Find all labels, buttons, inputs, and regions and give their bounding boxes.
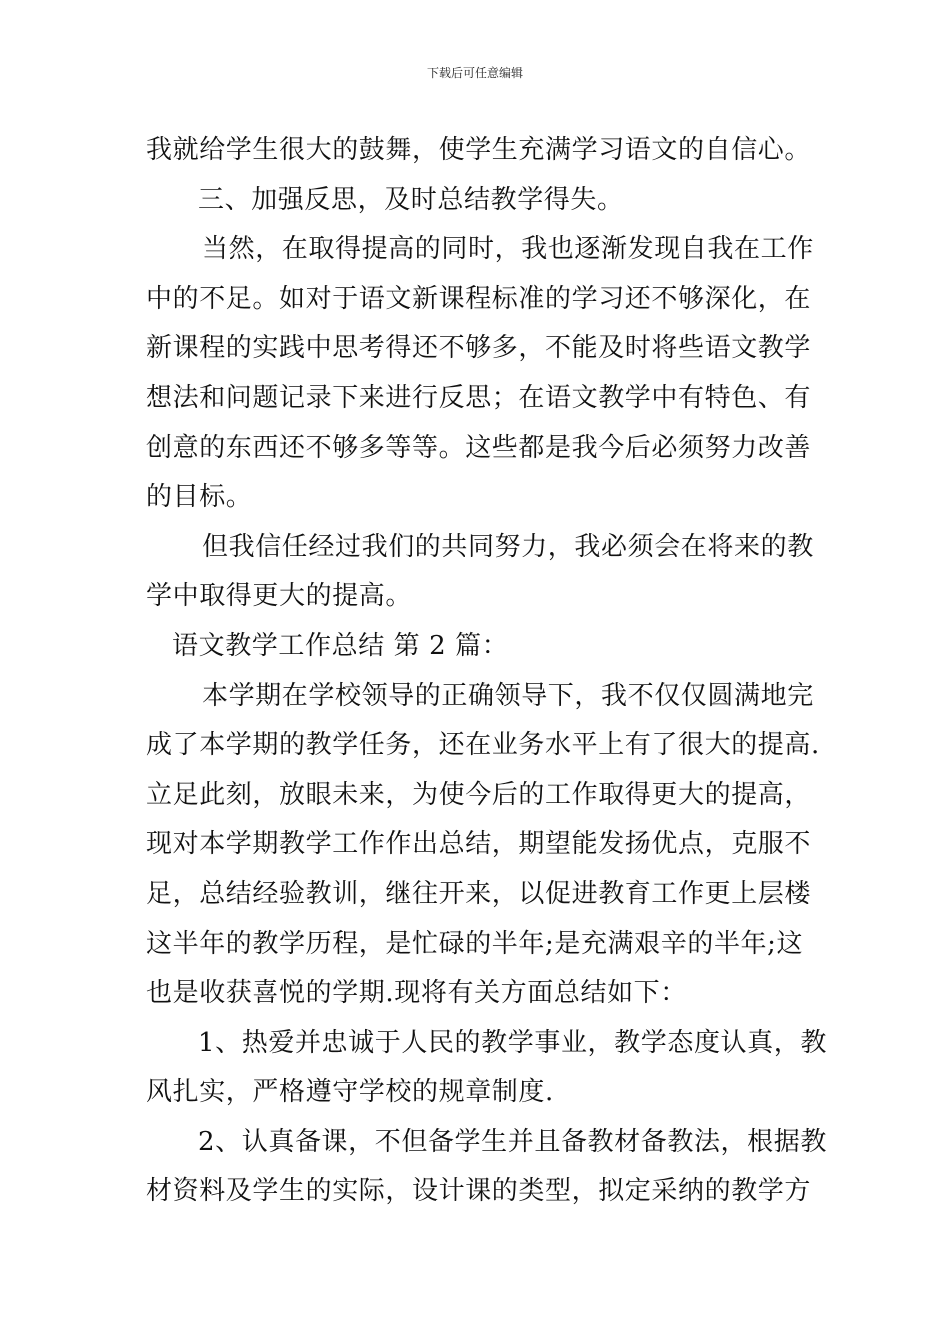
text-line: 成了本学期的教学任务，还在业务水平上有了很大的提高. [146,730,820,761]
text-line: 学中取得更大的提高。 [146,581,413,612]
text-line: 风扎实，严格遵守学校的规章制度. [146,1077,554,1108]
article-subtitle: 语文教学工作总结 第 2 篇： [172,630,509,661]
page-header: 下载后可任意编辑 [426,66,523,80]
text-line: 的目标。 [146,482,253,513]
text-line: 新课程的实践中思考得还不够多，不能及时将些语文教学 [146,333,812,364]
text-line: 想法和问题记录下来进行反思；在语文教学中有特色、有 [146,382,812,413]
text-line: 当然，在取得提高的同时，我也逐渐发现自我在工作 [202,234,814,265]
section-heading: 三、加强反思，及时总结教学得失。 [198,184,624,215]
text-line: 现对本学期教学工作作出总结，期望能发扬优点，克服不 [146,829,812,860]
list-item: 1、热爱并忠诚于人民的教学事业，教学态度认真，教 [198,1027,827,1058]
text-line: 这半年的教学历程，是忙碌的半年;是充满艰辛的半年;这 [146,928,804,959]
text-line: 但我信任经过我们的共同努力，我必须会在将来的教 [202,531,814,562]
text-line: 我就给学生很大的鼓舞，使学生充满学习语文的自信心。 [146,135,812,165]
text-line: 立足此刻，放眼未来，为使今后的工作取得更大的提高， [146,779,812,810]
text-line: 本学期在学校领导的正确领导下，我不仅仅圆满地完 [202,680,814,711]
text-line: 中的不足。如对于语文新课程标准的学习还不够深化，在 [146,283,812,314]
document-body [146,126,827,1217]
text-line: 创意的东西还不够多等等。这些都是我今后必须努力改善 [146,432,812,463]
text-line: 足，总结经验教训，继往开来，以促进教育工作更上层楼 [146,878,812,909]
text-line: 材资料及学生的实际，设计课的类型，拟定采纳的教学方 [146,1176,812,1207]
text-line: 也是收获喜悦的学期.现将有关方面总结如下： [146,978,687,1009]
list-item: 2、认真备课，不但备学生并且备教材备教法，根据教 [198,1126,827,1157]
